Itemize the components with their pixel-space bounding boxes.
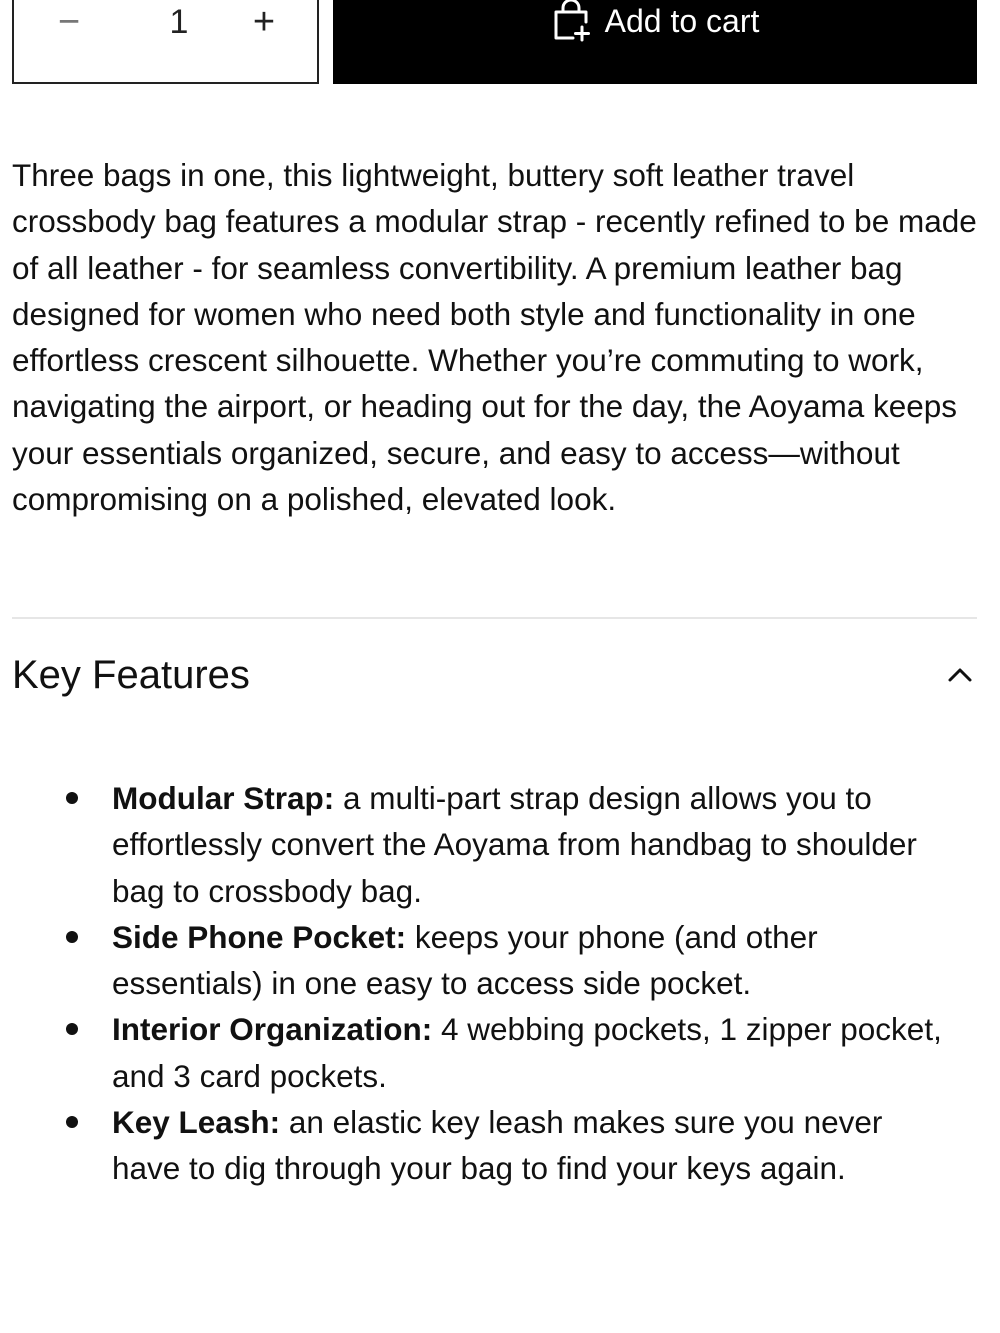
add-to-cart-label: Add to cart: [604, 3, 760, 39]
feature-text: an elastic key leash makes sure you never have to dig through your bag to find your keys again.: [112, 1104, 883, 1187]
chevron-up-icon: [945, 660, 975, 690]
feature-text: a multi-part strap design allows you to effortlessly convert the Aoyama from handbag to shoulder bag to crossbody bag.: [112, 780, 917, 909]
feature-name: Side Phone Pocket:: [112, 918, 407, 955]
shopping-bag-plus-icon: [551, 0, 591, 42]
section-divider: [12, 617, 977, 619]
quantity-value[interactable]: 1: [169, 2, 189, 41]
feature-name: Modular Strap:: [112, 780, 335, 816]
feature-name: Key Leash:: [112, 1104, 281, 1141]
key-features-list: [112, 775, 942, 1192]
key-features-title: Key Features: [12, 652, 250, 697]
increment-button[interactable]: +: [252, 0, 276, 43]
decrement-button[interactable]: −: [57, 0, 81, 43]
feature-item-key-leash: [112, 1099, 942, 1192]
bullet-icon: [66, 1116, 78, 1128]
feature-text: keeps your phone (and other essentials) in one easy to access side pocket.: [112, 918, 818, 1002]
feature-item-modular-strap: [112, 775, 942, 914]
feature-text: 4 webbing pockets, 1 zipper pocket, and 3 card pockets.: [112, 1011, 942, 1094]
bullet-icon: [66, 1023, 78, 1035]
feature-item-interior-organization: [112, 1006, 942, 1099]
quantity-stepper: [12, 0, 319, 84]
feature-name: Interior Organization:: [112, 1011, 433, 1048]
bullet-icon: [66, 931, 78, 943]
purchase-row: [0, 0, 1000, 90]
add-to-cart-button[interactable]: [333, 0, 977, 84]
bullet-icon: [66, 792, 78, 804]
key-features-toggle[interactable]: [12, 640, 977, 710]
product-description: Three bags in one, this lightweight, buttery soft leather travel crossbody bag features a modular strap - recently refined to be made of all leather - for seamless convertibility. A premium leather bag designed for women who need both style and functionality in one effortless crescent silhouette. Whether you’re commuting to work, navigating the airport, or heading out for the day, the Aoyama keeps your essentials organized, secure, and easy to access—without compromising on a polished, elevated look.: [12, 157, 977, 518]
feature-item-side-phone-pocket: [112, 914, 942, 1007]
